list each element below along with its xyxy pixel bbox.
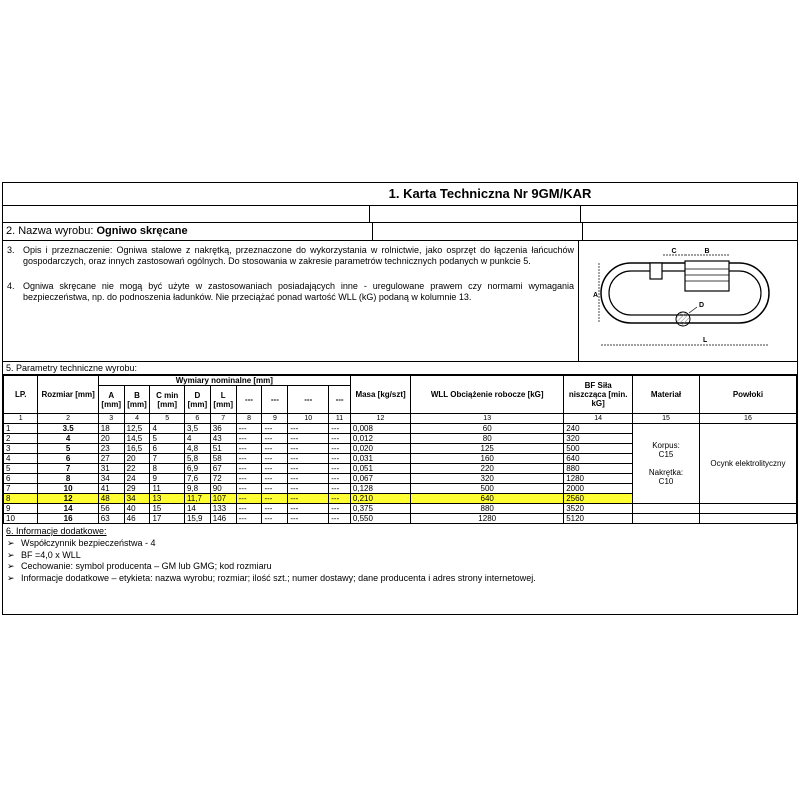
table-cell: 8 xyxy=(4,494,38,504)
gap-end xyxy=(650,263,662,279)
table-cell: 1280 xyxy=(564,474,633,484)
table-cell: --- xyxy=(288,494,329,504)
table-cell: 31 xyxy=(98,464,124,474)
description-block xyxy=(3,241,797,362)
column-number: 10 xyxy=(288,414,329,424)
table-cell: 16,5 xyxy=(124,444,150,454)
table-cell: 11,7 xyxy=(184,494,210,504)
arrow-bullet-icon: ➢ xyxy=(7,549,15,560)
params-label: 5. Parametry techniczne wyrobu: xyxy=(3,362,797,375)
material-nakretka-val: C10 xyxy=(658,477,674,486)
table-cell: 3 xyxy=(4,444,38,454)
table-cell: 40 xyxy=(124,504,150,514)
product-name: Ogniwo skręcane xyxy=(96,225,188,237)
table-cell: --- xyxy=(288,424,329,434)
params-table xyxy=(3,375,797,524)
table-cell: --- xyxy=(288,514,329,524)
material-cell xyxy=(633,424,700,504)
table-cell: --- xyxy=(236,484,262,494)
col-wll: WLL Obciążenie robocze [kG] xyxy=(411,376,564,414)
table-cell: 48 xyxy=(98,494,124,504)
table-cell: 640 xyxy=(564,454,633,464)
table-cell: 16 xyxy=(38,514,98,524)
table-cell: 63 xyxy=(98,514,124,524)
table-cell: 880 xyxy=(411,504,564,514)
table-cell: 17 xyxy=(150,514,184,524)
column-number: 13 xyxy=(411,414,564,424)
dim-a-label: A xyxy=(593,292,599,299)
table-cell: 27 xyxy=(98,454,124,464)
table-cell: 5,8 xyxy=(184,454,210,464)
link-diagram xyxy=(579,241,797,361)
table-cell: 23 xyxy=(98,444,124,454)
table-cell: 160 xyxy=(411,454,564,464)
table-cell: 9 xyxy=(150,474,184,484)
table-cell: --- xyxy=(288,434,329,444)
blank-cell xyxy=(370,206,581,222)
description-item: 4. Ogniwa skręcane nie mogą być użyte w zastosowaniach posiadających inne - uregulowane prawem czy normami wymagania bezpieczeństwa, np. do podnoszenia ładunków. Nie przeciążać ponad wartość WLL (kG) podaną w kolumnie 13. xyxy=(7,281,574,302)
empty-cell xyxy=(633,514,700,524)
wire-section xyxy=(676,312,690,326)
material-korpus-val: C15 xyxy=(658,450,674,459)
table-cell: --- xyxy=(329,424,351,434)
table-cell: --- xyxy=(236,454,262,464)
table-cell: 9 xyxy=(4,504,38,514)
table-cell: 12,5 xyxy=(124,424,150,434)
table-cell: 0,210 xyxy=(350,494,410,504)
table-cell: 1 xyxy=(4,424,38,434)
table-cell: 0,550 xyxy=(350,514,410,524)
table-row xyxy=(4,514,797,524)
table-cell: --- xyxy=(236,514,262,524)
table-cell: 7 xyxy=(38,464,98,474)
table-cell: 10 xyxy=(38,484,98,494)
table-cell: 13 xyxy=(150,494,184,504)
product-name-row xyxy=(3,223,797,241)
table-cell: --- xyxy=(329,514,351,524)
table-cell: --- xyxy=(262,424,288,434)
material-korpus: Korpus: xyxy=(652,441,680,450)
table-cell: 14 xyxy=(184,504,210,514)
dim-l-label: L xyxy=(703,337,708,344)
info-item: ➢ Cechowanie: symbol producenta – GM lub GMG; kod rozmiaru xyxy=(7,561,272,571)
table-cell: 146 xyxy=(210,514,236,524)
table-cell: --- xyxy=(288,474,329,484)
table-cell: 7 xyxy=(4,484,38,494)
info-label: 6. Informacje dodatkowe: xyxy=(6,526,107,536)
table-cell: --- xyxy=(262,474,288,484)
col-dash: --- xyxy=(236,386,262,414)
quick-link-drawing xyxy=(579,241,795,361)
table-cell: 5 xyxy=(4,464,38,474)
table-cell: 22 xyxy=(124,464,150,474)
table-cell: 8 xyxy=(38,474,98,484)
product-label: 2. Nazwa wyrobu: xyxy=(6,225,97,237)
table-cell: --- xyxy=(288,454,329,464)
column-number: 16 xyxy=(699,414,796,424)
table-cell: --- xyxy=(329,454,351,464)
table-cell: 8 xyxy=(150,464,184,474)
table-cell: 0,008 xyxy=(350,424,410,434)
header-row xyxy=(4,376,797,386)
table-cell: --- xyxy=(236,464,262,474)
table-cell: --- xyxy=(329,434,351,444)
table-cell: 36 xyxy=(210,424,236,434)
blank-cell xyxy=(3,206,370,222)
table-cell: 20 xyxy=(98,434,124,444)
table-cell: 2560 xyxy=(564,494,633,504)
table-cell: --- xyxy=(329,444,351,454)
table-cell: 6 xyxy=(38,454,98,464)
table-cell: 500 xyxy=(411,484,564,494)
col-dash: --- xyxy=(262,386,288,414)
table-cell: --- xyxy=(262,454,288,464)
info-list xyxy=(3,538,797,584)
table-cell: 24 xyxy=(124,474,150,484)
table-row xyxy=(4,504,797,514)
col-b: B [mm] xyxy=(124,386,150,414)
table-cell: 2000 xyxy=(564,484,633,494)
column-number: 8 xyxy=(236,414,262,424)
nut xyxy=(685,261,729,291)
material-nakretka: Nakrętka: xyxy=(648,468,684,477)
col-d: D [mm] xyxy=(184,386,210,414)
coating-cell: Ocynk elektrolityczny xyxy=(699,424,796,504)
empty-cell xyxy=(633,504,700,514)
table-cell: 6 xyxy=(150,444,184,454)
table-row xyxy=(4,424,797,434)
table-cell: --- xyxy=(329,504,351,514)
dim-d-label: D xyxy=(699,302,705,309)
table-cell: 60 xyxy=(411,424,564,434)
column-number: 7 xyxy=(210,414,236,424)
table-cell: --- xyxy=(288,444,329,454)
dim-c-label: C xyxy=(671,248,677,255)
col-a: A [mm] xyxy=(98,386,124,414)
description-text xyxy=(3,241,579,361)
table-cell: 4 xyxy=(38,434,98,444)
table-cell: --- xyxy=(236,504,262,514)
table-cell: 125 xyxy=(411,444,564,454)
arrow-bullet-icon: ➢ xyxy=(7,538,15,548)
table-cell: --- xyxy=(262,444,288,454)
arrow-bullet-icon: ➢ xyxy=(7,561,15,571)
table-cell: --- xyxy=(236,474,262,484)
info-item: ➢ Informacje dodatkowe – etykieta: nazwa wyrobu; rozmiar; ilość szt.; numer dostawy; dane producenta i adres strony internetowej. xyxy=(7,572,536,583)
table-cell: 0,020 xyxy=(350,444,410,454)
column-number: 3 xyxy=(98,414,124,424)
table-cell: 18 xyxy=(98,424,124,434)
info-item: ➢ Współczynnik bezpieczeństwa - 4 xyxy=(7,538,156,548)
column-number: 11 xyxy=(329,414,351,424)
table-cell: 56 xyxy=(98,504,124,514)
table-cell: 67 xyxy=(210,464,236,474)
arrow-bullet-icon: ➢ xyxy=(7,572,15,583)
table-cell: 12 xyxy=(38,494,98,504)
table-cell: 133 xyxy=(210,504,236,514)
info-item: ➢ BF =4,0 x WLL xyxy=(7,549,81,560)
col-lp: LP. xyxy=(4,376,38,414)
table-cell: 15 xyxy=(150,504,184,514)
table-cell: 0,067 xyxy=(350,474,410,484)
table-cell: 6,9 xyxy=(184,464,210,474)
table-cell: 0,051 xyxy=(350,464,410,474)
table-cell: 0,012 xyxy=(350,434,410,444)
sheet-title: 1. Karta Techniczna Nr 9GM/KAR xyxy=(3,183,797,206)
table-cell: --- xyxy=(329,484,351,494)
table-cell: 1280 xyxy=(411,514,564,524)
table-cell: 58 xyxy=(210,454,236,464)
table-cell: --- xyxy=(288,484,329,494)
table-cell: 4 xyxy=(150,424,184,434)
table-cell: 41 xyxy=(98,484,124,494)
col-mass: Masa [kg/szt] xyxy=(350,376,410,414)
table-cell: 7 xyxy=(150,454,184,464)
blank-row xyxy=(3,206,797,223)
table-cell: --- xyxy=(329,464,351,474)
column-number: 12 xyxy=(350,414,410,424)
description-item: 3. Opis i przeznaczenie: Ogniwa stalowe z nakrętką, przeznaczone do wykorzystania w rolnictwie, jako osprzęt do łączenia łańcuchów gospodarczych, oraz innych zastosowań ogólnych. Do stosowania w zakresie parametrów technicznych podanych w punkcie 5. xyxy=(7,245,574,266)
table-cell: 320 xyxy=(411,474,564,484)
table-cell: --- xyxy=(262,514,288,524)
column-number: 15 xyxy=(633,414,700,424)
table-cell: --- xyxy=(262,494,288,504)
column-number: 6 xyxy=(184,414,210,424)
table-cell: 880 xyxy=(564,464,633,474)
table-cell: 14 xyxy=(38,504,98,514)
table-cell: 3520 xyxy=(564,504,633,514)
table-cell: 5 xyxy=(38,444,98,454)
table-cell: 2 xyxy=(4,434,38,444)
table-cell: 43 xyxy=(210,434,236,444)
table-cell: 9,8 xyxy=(184,484,210,494)
col-coating: Powłoki xyxy=(699,376,796,414)
table-cell: 7,6 xyxy=(184,474,210,484)
table-cell: 90 xyxy=(210,484,236,494)
column-number-row xyxy=(4,414,797,424)
table-cell: --- xyxy=(288,464,329,474)
table-cell: --- xyxy=(236,444,262,454)
col-dash: --- xyxy=(329,386,351,414)
table-cell: 640 xyxy=(411,494,564,504)
table-cell: 500 xyxy=(564,444,633,454)
table-cell: 72 xyxy=(210,474,236,484)
table-cell: --- xyxy=(288,504,329,514)
table-cell: 3.5 xyxy=(38,424,98,434)
table-cell: 51 xyxy=(210,444,236,454)
col-material: Materiał xyxy=(633,376,700,414)
col-size: Rozmiar [mm] xyxy=(38,376,98,414)
table-cell: 10 xyxy=(4,514,38,524)
table-cell: --- xyxy=(262,434,288,444)
table-cell: --- xyxy=(329,474,351,484)
dim-b-label: B xyxy=(704,248,710,255)
empty-cell xyxy=(699,514,796,524)
table-cell: --- xyxy=(236,424,262,434)
table-cell: 29 xyxy=(124,484,150,494)
table-cell: 0,375 xyxy=(350,504,410,514)
table-cell: 220 xyxy=(411,464,564,474)
col-cmin: C min [mm] xyxy=(150,386,184,414)
table-cell: --- xyxy=(329,494,351,504)
table-cell: --- xyxy=(262,484,288,494)
table-cell: --- xyxy=(236,494,262,504)
table-cell: 107 xyxy=(210,494,236,504)
table-cell: 320 xyxy=(564,434,633,444)
empty-cell xyxy=(699,504,796,514)
column-number: 14 xyxy=(564,414,633,424)
col-dims: Wymiary nominalne [mm] xyxy=(98,376,350,386)
data-body xyxy=(4,424,797,524)
col-bf: BF Siła niszcząca [min. kG] xyxy=(564,376,633,414)
table-cell: 5120 xyxy=(564,514,633,524)
table-cell: 6 xyxy=(4,474,38,484)
column-number: 1 xyxy=(4,414,38,424)
table-cell: --- xyxy=(262,504,288,514)
table-cell: 34 xyxy=(124,494,150,504)
table-cell: 240 xyxy=(564,424,633,434)
col-dash: --- xyxy=(288,386,329,414)
table-cell: 20 xyxy=(124,454,150,464)
table-cell: 4 xyxy=(184,434,210,444)
table-cell: 4 xyxy=(4,454,38,464)
technical-sheet xyxy=(2,182,798,615)
column-number: 4 xyxy=(124,414,150,424)
table-cell: 5 xyxy=(150,434,184,444)
column-number: 2 xyxy=(38,414,98,424)
table-cell: 15,9 xyxy=(184,514,210,524)
col-l: L [mm] xyxy=(210,386,236,414)
table-cell: 14,5 xyxy=(124,434,150,444)
table-cell: 0,031 xyxy=(350,454,410,464)
table-cell: 34 xyxy=(98,474,124,484)
table-cell: 46 xyxy=(124,514,150,524)
table-cell: 0,128 xyxy=(350,484,410,494)
table-cell: --- xyxy=(236,434,262,444)
table-cell: 80 xyxy=(411,434,564,444)
table-cell: --- xyxy=(262,464,288,474)
table-cell: 3,5 xyxy=(184,424,210,434)
column-number: 5 xyxy=(150,414,184,424)
table-cell: 4,8 xyxy=(184,444,210,454)
table-cell: 11 xyxy=(150,484,184,494)
column-number: 9 xyxy=(262,414,288,424)
